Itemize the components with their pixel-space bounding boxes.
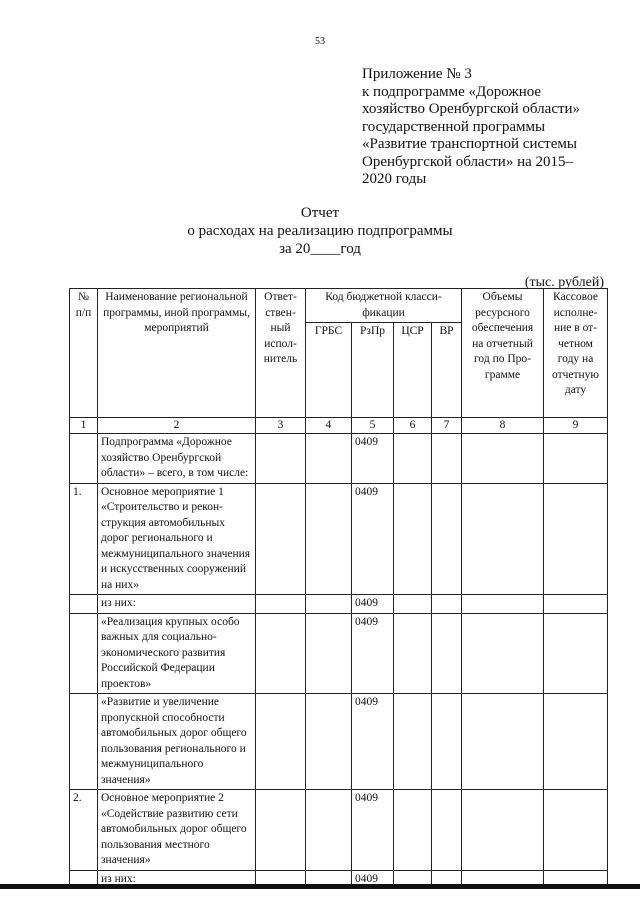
page-number: 53 (315, 36, 325, 47)
appendix-line: Оренбургской области» на 2015– (362, 153, 574, 170)
row-rzpr: 0409 (352, 595, 394, 614)
row-name: из них: (98, 595, 256, 614)
row-responsible (256, 595, 306, 614)
row-num (70, 694, 98, 790)
header-name: Наименование региональной программы, иной программы, мероприятий (98, 289, 256, 418)
row-grbs (306, 790, 352, 871)
column-number: 3 (256, 418, 306, 434)
header-budget-code: Код бюджетной классификации (306, 289, 462, 323)
row-name: из них: (98, 870, 256, 889)
appendix-line: Приложение № 3 (362, 66, 472, 82)
row-volumes (462, 434, 544, 484)
row-rzpr: 0409 (352, 434, 394, 484)
row-name: «Развитие и увеличение пропускной способности автомобильных дорог общего пользования регионального и межмуниципального значения» (98, 694, 256, 790)
row-num (70, 595, 98, 614)
row-num: 1. (70, 483, 98, 595)
row-name: Подпрограмма «Дорожное хозяйство Оренбургской области» – всего, в том числе: (98, 434, 256, 484)
row-csr (394, 434, 432, 484)
row-responsible (256, 790, 306, 871)
row-vr (432, 595, 462, 614)
row-responsible (256, 483, 306, 595)
row-vr (432, 434, 462, 484)
header-grbs: ГРБС (306, 323, 352, 418)
row-name: Основное мероприятие 2 «Содействие развитию сети автомобильных дорог общего пользования местного значения» (98, 790, 256, 871)
column-number: 9 (544, 418, 608, 434)
column-number: 7 (432, 418, 462, 434)
header-volumes: Объемы ресурсного обеспечения на отчетный год по Программе (462, 289, 544, 418)
row-cash (544, 613, 608, 694)
header-vr: ВР (432, 323, 462, 418)
header-csr: ЦСР (394, 323, 432, 418)
row-rzpr: 0409 (352, 694, 394, 790)
appendix-line: государственной программы (362, 118, 546, 135)
appendix-block (362, 66, 612, 189)
row-csr (394, 595, 432, 614)
units-label: (тыс. рублей) (524, 275, 604, 290)
row-vr (432, 694, 462, 790)
row-volumes (462, 483, 544, 595)
header-cash: Кассовое исполнение в отчетном году на отчетную дату (544, 289, 608, 418)
row-responsible (256, 694, 306, 790)
table-row (70, 483, 608, 595)
table-row (70, 434, 608, 484)
row-grbs (306, 613, 352, 694)
row-cash (544, 694, 608, 790)
column-number: 4 (306, 418, 352, 434)
row-csr (394, 613, 432, 694)
report-title-line: за 20____год (279, 241, 361, 257)
row-csr (394, 790, 432, 871)
row-grbs (306, 483, 352, 595)
report-table (69, 288, 608, 889)
row-vr (432, 483, 462, 595)
row-volumes (462, 694, 544, 790)
row-name: Основное мероприятие 1 «Строительство и реконструкция автомобильных дорог регионального и межмуниципального значения и искусственных сооружений на них» (98, 483, 256, 595)
column-number: 2 (98, 418, 256, 434)
row-num (70, 613, 98, 694)
appendix-line: хозяйство Оренбургской области» (362, 101, 581, 117)
row-rzpr: 0409 (352, 483, 394, 595)
row-volumes (462, 790, 544, 871)
column-number: 5 (352, 418, 394, 434)
row-grbs (306, 434, 352, 484)
table-row (70, 595, 608, 614)
row-vr (432, 613, 462, 694)
row-responsible (256, 613, 306, 694)
report-title-line: о расходах на реализацию подпрограммы (187, 223, 453, 239)
row-grbs (306, 595, 352, 614)
report-title (0, 204, 640, 258)
row-cash (544, 483, 608, 595)
appendix-line: к подпрограмме «Дорожное (362, 83, 542, 100)
row-rzpr: 0409 (352, 790, 394, 871)
scan-bottom-border (0, 884, 640, 889)
row-num: 2. (70, 790, 98, 871)
row-rzpr: 0409 (352, 870, 394, 889)
row-cash (544, 595, 608, 614)
row-cash (544, 434, 608, 484)
header-rzpr: РзПр (352, 323, 394, 418)
header-num: № п/п (70, 289, 98, 418)
row-volumes (462, 613, 544, 694)
column-number: 8 (462, 418, 544, 434)
row-cash (544, 790, 608, 871)
table-row (70, 790, 608, 871)
table-row (70, 694, 608, 790)
row-volumes (462, 595, 544, 614)
row-rzpr: 0409 (352, 613, 394, 694)
row-csr (394, 694, 432, 790)
column-number: 1 (70, 418, 98, 434)
row-name: «Реализация крупных особо важных для социально-экономического развития Российской Федерации проектов» (98, 613, 256, 694)
row-num (70, 434, 98, 484)
appendix-line: 2020 годы (362, 171, 427, 187)
header-responsible: Ответственный исполнитель (256, 289, 306, 418)
row-vr (432, 790, 462, 871)
report-title-line: Отчет (300, 205, 340, 221)
table-row (70, 613, 608, 694)
column-number: 6 (394, 418, 432, 434)
appendix-line: «Развитие транспортной системы (362, 136, 577, 152)
row-responsible (256, 434, 306, 484)
row-csr (394, 483, 432, 595)
row-grbs (306, 694, 352, 790)
